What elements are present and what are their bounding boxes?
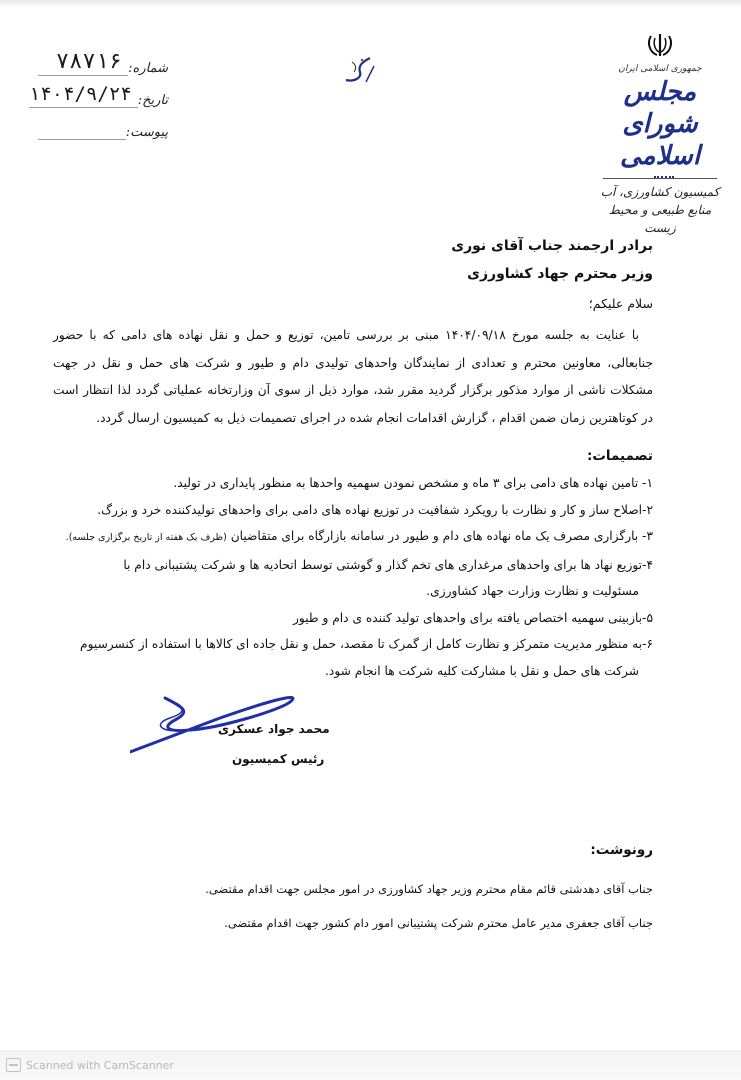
body-paragraph-text: با عنایت به جلسه مورخ ۱۴۰۴/۰۹/۱۸ مبنی بر بررسی تامین، توزیع و حمل و نقل نهاده های دامی که با حضور جنابعالی، معاونین محترم و تعدادی از نمایندگان واحدهای تولیدی دام و طیور و شرکت های حمل و نقل در جهت مشکلات ناشی از موارد مذکور برگزار گردید مقرر شد، موارد ذیل از سوی آن وزارتخانه عملیاتی گردد لذا انتظار است در کوتاهترین زمان ضمن اقدام ، گزارش اقدامات انجام شده در اجرای تصمیمات ذیل به کمیسیون ارسال گردد. xyxy=(53,328,653,425)
recipient-block xyxy=(451,232,653,288)
decision-item: ۱- تامین نهاده های دامی برای ۳ ماه و مشخص نمودن سهمیه واحدها به منظور پایداری در تولید. xyxy=(173,476,653,490)
camscanner-icon xyxy=(6,1058,21,1072)
decision-item-continuation: شرکت های حمل و نقل با مشارکت کلیه شرکت ها انجام شود. xyxy=(325,663,639,678)
letter-number: ۷۸۷۱۶ xyxy=(38,49,128,76)
committee-name-line2: منابع طبیعی و محیط زیست xyxy=(608,203,712,235)
cc-item: جناب آقای دهدشتی قائم مقام محترم وزیر جهاد کشاورزی در امور مجلس جهت اقدام مقتضی. xyxy=(205,882,653,896)
cc-item: جناب آقای جعفری مدیر عامل محترم شرکت پشتیبانی امور دام کشور جهت اقدام مقتضی. xyxy=(224,916,653,930)
recipient-line1: برادر ارجمند جناب آقای نوری xyxy=(451,238,653,254)
parliament-logo xyxy=(595,30,725,235)
decision-item: ۵-بازبینی سهمیه اختصاص یافته برای واحدهای تولید کننده ی دام و طیور xyxy=(293,610,653,625)
cc-list xyxy=(173,872,653,940)
decision-item: ۶-به منظور مدیریت متمرکز و نظارت کامل از گمرک تا مقصد، حمل و نقل جاده ای کالاها با استفاده از کنسرسیوم xyxy=(80,637,653,651)
letter-date: ۱۴۰۴/۹/۲۴ xyxy=(29,81,138,108)
greeting: سلام علیکم؛ xyxy=(588,296,653,311)
decision-item: ۳- بارگزاری مصرف یک ماه نهاده های دام و طیور در سامانه بازارگاه برای متقاضیان (ظرف یک هفته از تاریخ برگزاری جلسه). xyxy=(65,529,653,543)
watermark-text: Scanned with CamScanner xyxy=(26,1058,174,1072)
decision-item: ۴-توزیع نهاد ها برای واحدهای مرغداری های تخم گذار و گوشتی توسط اتحادیه ها و شرکت پشتیبانی دام با xyxy=(123,557,653,572)
letter-meta xyxy=(28,44,168,140)
signatory-name: محمد جواد عسکری xyxy=(218,722,330,736)
committee-name-line1: کمیسیون کشاورزی، آب xyxy=(600,185,720,199)
parliament-name: مجلس شورای اسلامی xyxy=(619,77,701,171)
date-label: تاریخ: xyxy=(137,93,168,108)
country-name: جمهوری اسلامی ایران xyxy=(618,64,702,74)
bismillah-calligraphy-icon xyxy=(340,52,380,92)
date-row xyxy=(28,76,168,108)
attachment-row xyxy=(38,108,168,140)
recipient-line2: وزیر محترم جهاد کشاورزی xyxy=(467,266,653,282)
decision-note: (ظرف یک هفته از تاریخ برگزاری جلسه). xyxy=(65,532,227,543)
letter-number-row xyxy=(38,44,168,76)
iran-emblem-icon xyxy=(645,30,675,60)
attachment-value xyxy=(38,113,126,140)
camscanner-watermark xyxy=(6,1058,174,1072)
cc-title: رونوشت: xyxy=(590,842,653,858)
attachment-label: پیوست: xyxy=(125,125,168,140)
decision-item-continuation: مسئولیت و نظارت وزارت جهاد کشاورزی. xyxy=(426,584,639,598)
body-paragraph xyxy=(53,322,653,432)
logo-divider xyxy=(603,178,717,179)
decision-item: ۲-اصلاح ساز و کار و نظارت با رویکرد شفافیت در توزیع نهاده های دامی برای واحدهای تولیدکننده خرد و بزرگ. xyxy=(97,502,653,517)
decisions-title: تصمیمات: xyxy=(586,448,653,464)
scan-edge xyxy=(0,0,741,8)
decisions-list xyxy=(33,470,653,684)
signatory-title: رئیس کمیسیون xyxy=(232,752,325,766)
letter-number-label: شماره: xyxy=(128,61,168,76)
